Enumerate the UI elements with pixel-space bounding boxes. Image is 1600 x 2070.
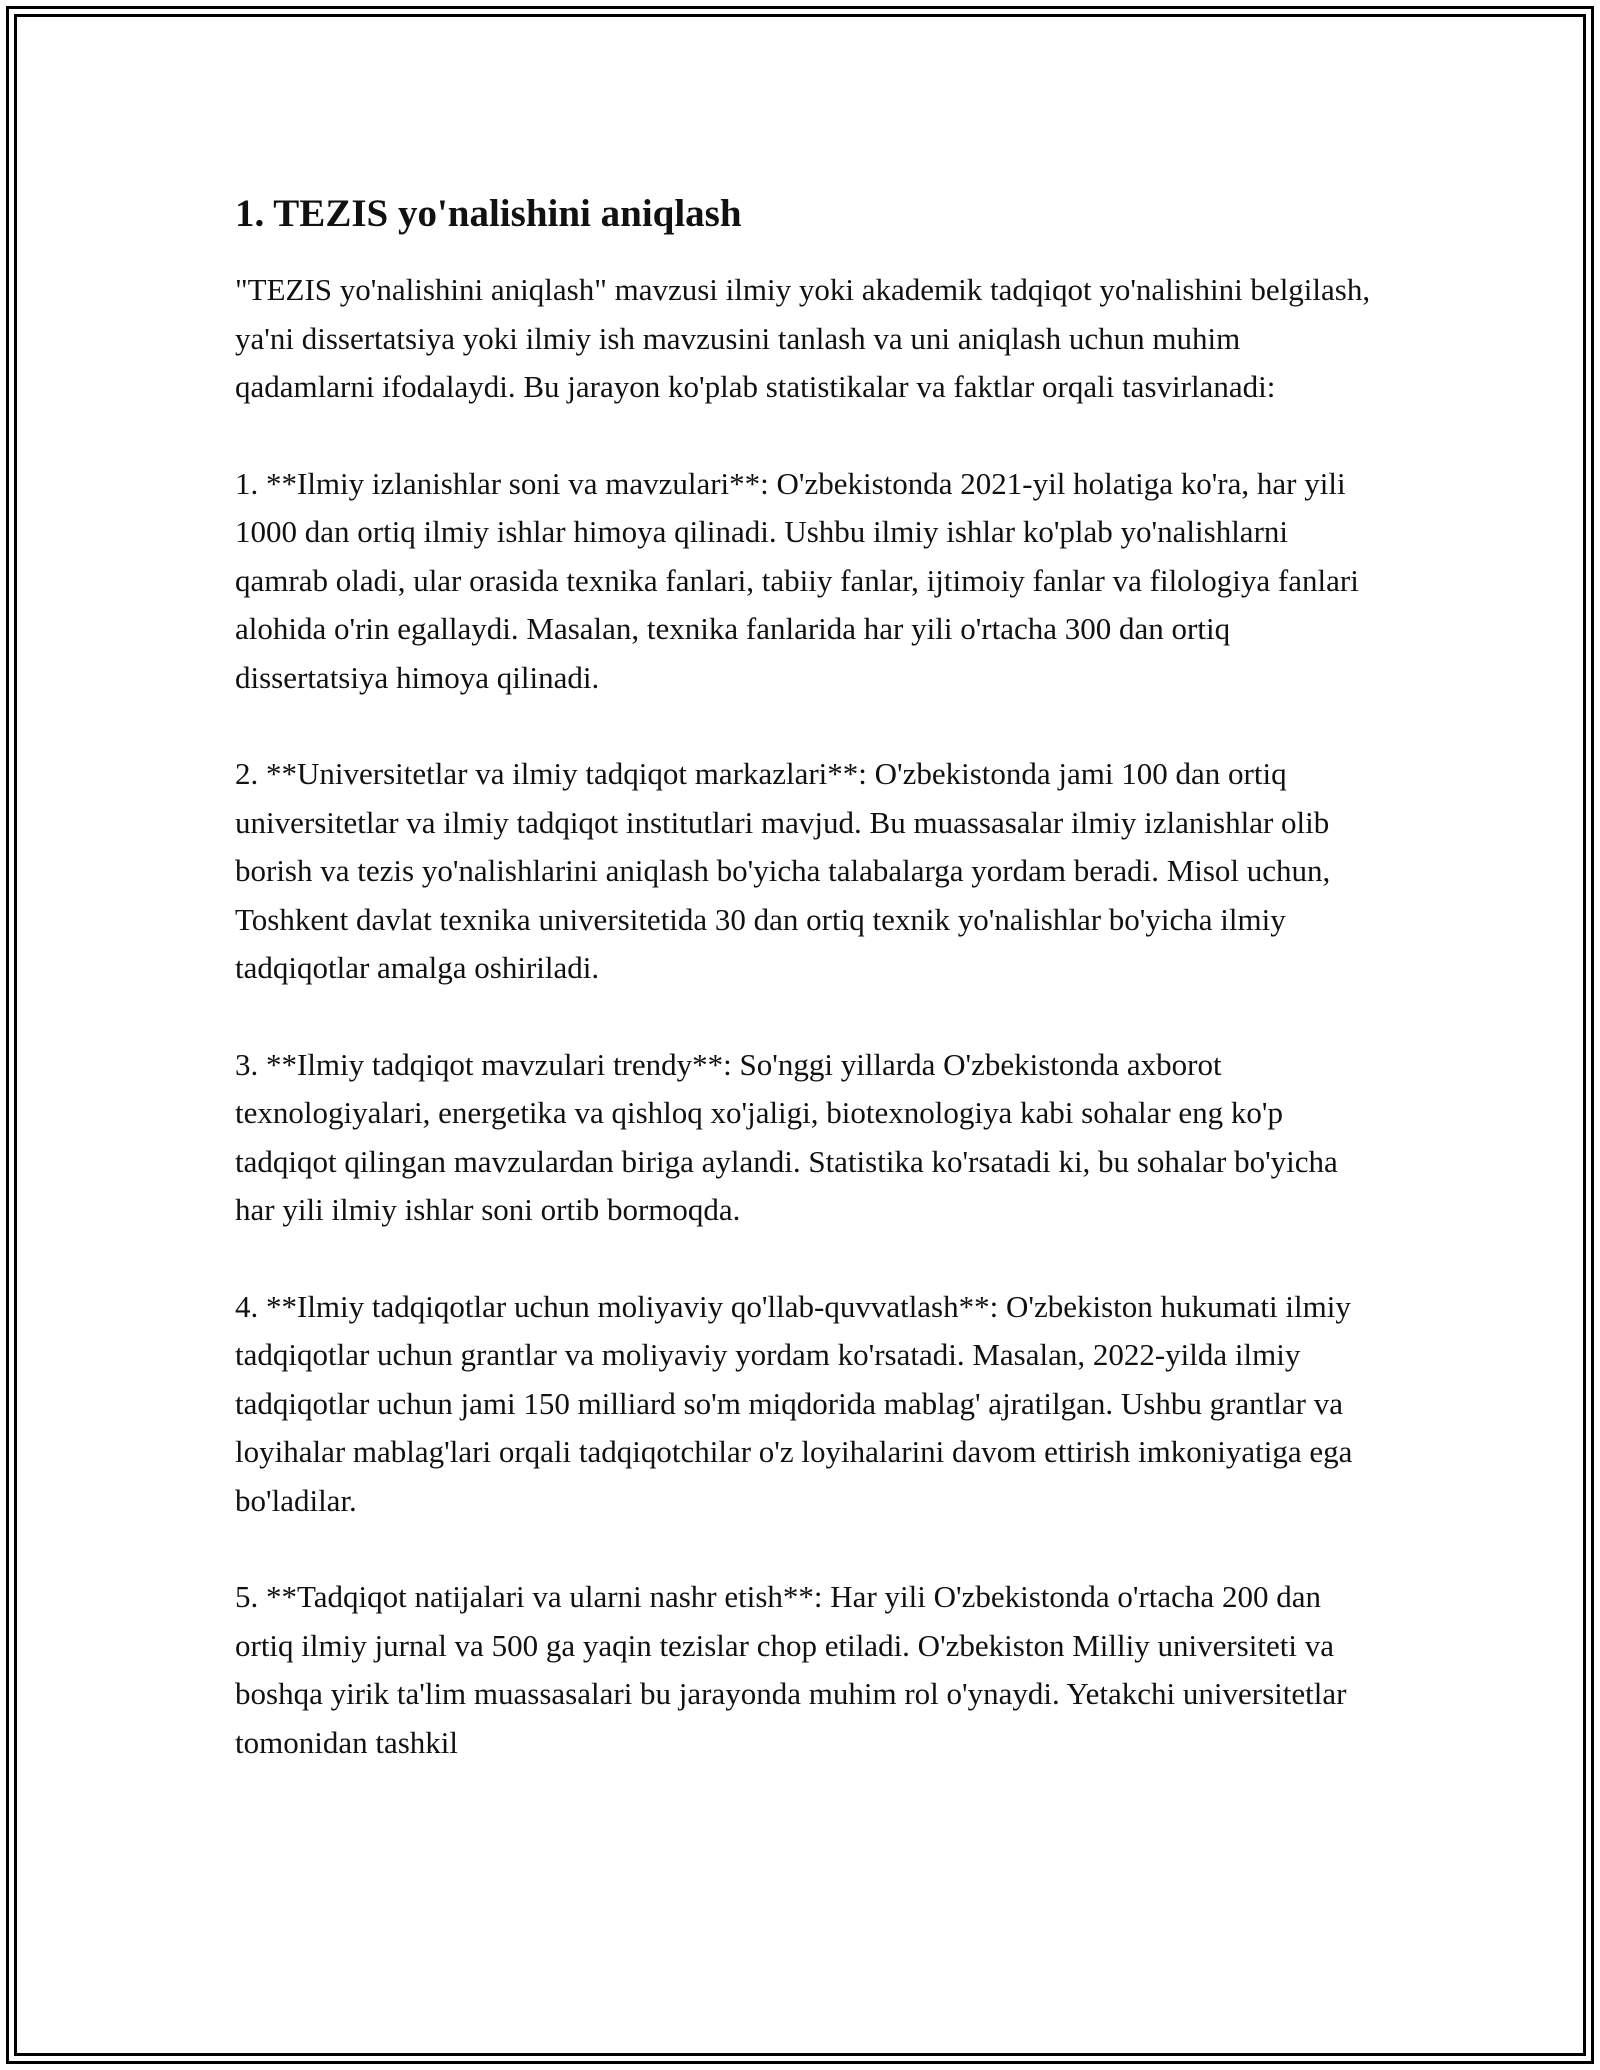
list-item-3: 3. **Ilmiy tadqiqot mavzulari trendy**: So'nggi yillarda O'zbekistonda axborot texnologiyalari, energetika va qishloq xo'jaligi, biotexnologiya kabi sohalar eng ko'p tadqiqot qilingan mavzulardan biriga aylandi. Statistika ko'rsatadi ki, bu sohalar bo'yicha har yili ilmiy ishlar soni ortib bormoqda. (235, 1046, 1338, 1227)
intro-paragraph: "TEZIS yo'nalishini aniqlash" mavzusi ilmiy yoki akademik tadqiqot yo'nalishini belgilash, ya'ni dissertatsiya yoki ilmiy ish mavzusini tanlash va uni aniqlash uchun muhim qadamlarni ifodalaydi. Bu jarayon ko'plab statistikalar va faktlar orqali tasvirlanadi: (235, 272, 1371, 404)
document-body (235, 188, 1385, 1815)
list-item-2: 2. **Universitetlar va ilmiy tadqiqot markazlari**: O'zbekistonda jami 100 dan ortiq universitetlar va ilmiy tadqiqot institutlari mavjud. Bu muassasalar ilmiy izlanishlar olib borish va tezis yo'nalishlarini aniqlash bo'yicha talabalarga yordam beradi. Misol uchun, Toshkent davlat texnika universitetida 30 dan ortiq texnik yo'nalishlar bo'yicha ilmiy tadqiqotlar amalga oshiriladi. (235, 756, 1331, 985)
list-item-4: 4. **Ilmiy tadqiqotlar uchun moliyaviy qo'llab-quvvatlash**: O'zbekiston hukumati ilmiy tadqiqotlar uchun grantlar va moliyaviy yordam ko'rsatadi. Masalan, 2022-yilda ilmiy tadqiqotlar uchun jami 150 milliard so'm miqdorida mablag' ajratilgan. Ushbu grantlar va loyihalar mablag'lari orqali tadqiqotchilar o'z loyihalarini davom ettirish imkoniyatiga ega bo'ladilar. (235, 1288, 1353, 1518)
list-item-5: 5. **Tadqiqot natijalari va ularni nashr etish**: Har yili O'zbekistonda o'rtacha 200 dan ortiq ilmiy jurnal va 500 ga yaqin tezislar chop etiladi. O'zbekiston Milliy universiteti va boshqa yirik ta'lim muassasalari bu jarayonda muhim rol o'ynaydi. Yetakchi universitetlar tomonidan tashkil (235, 1579, 1347, 1760)
list-item-1: 1. **Ilmiy izlanishlar soni va mavzulari**: O'zbekistonda 2021-yil holatiga ko'ra, har yili 1000 dan ortiq ilmiy ishlar himoya qilinadi. Ushbu ilmiy ishlar ko'plab yo'nalishlarni qamrab oladi, ular orasida texnika fanlari, tabiiy fanlar, ijtimoiy fanlar va filologiya fanlari alohida o'rin egallaydi. Masalan, texnika fanlarida har yili o'rtacha 300 dan ortiq dissertatsiya himoya qilinadi. (235, 465, 1359, 695)
section-heading: 1. TEZIS yo'nalishini aniqlash (235, 192, 742, 235)
